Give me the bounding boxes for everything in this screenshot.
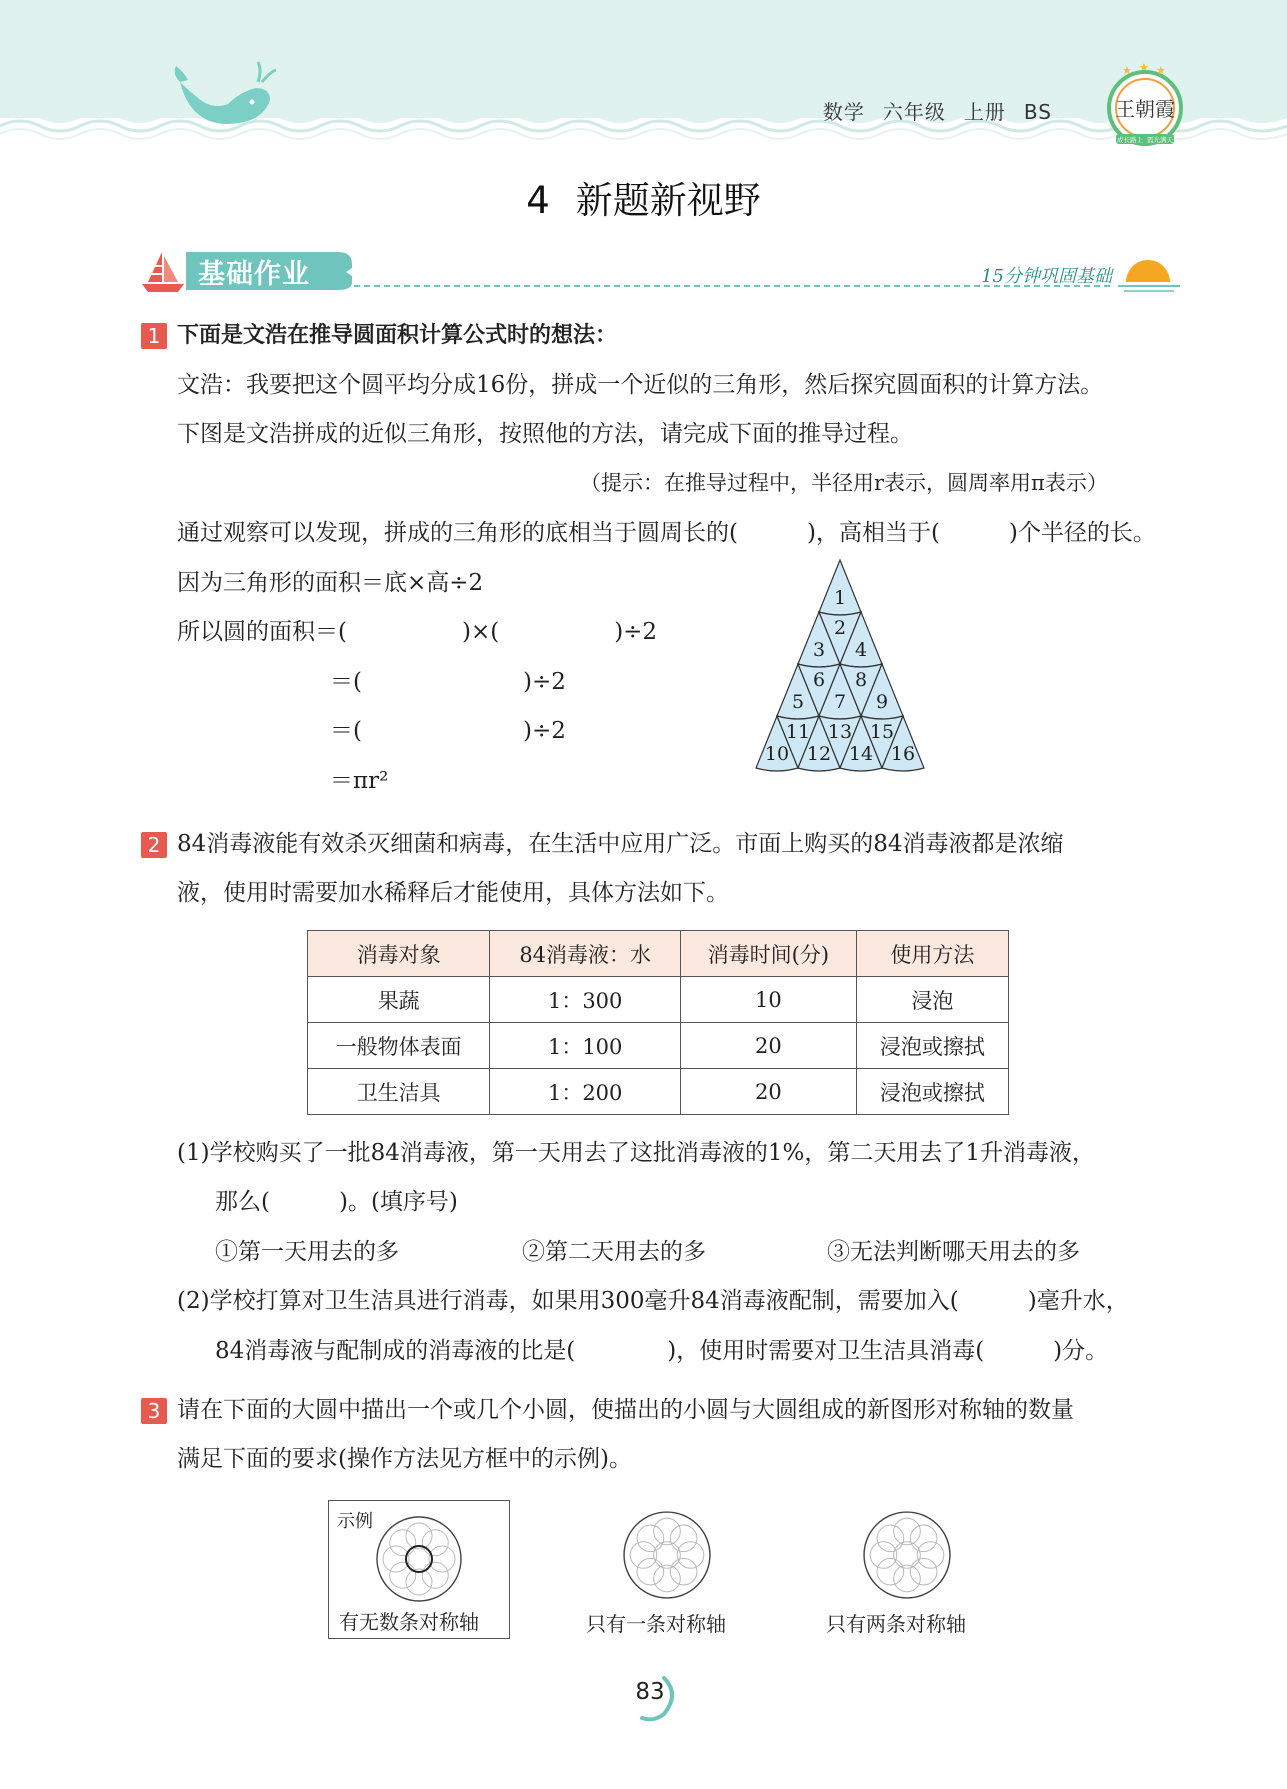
header-subject-info <box>805 96 1052 125</box>
svg-text:★: ★ <box>1139 62 1149 74</box>
triangle-sector-label: 4 <box>854 639 868 661</box>
q1-sector-triangle-figure <box>755 558 925 786</box>
q2-option-1: ①第一天用去的多 <box>215 1239 399 1265</box>
q1-hint: （提示：在推导过程中，半径用r表示，圆周率用π表示） <box>580 471 1108 495</box>
page-number: 83 <box>635 1679 665 1705</box>
header-volume: 上册 <box>963 100 1006 124</box>
table-cell: 20 <box>680 1023 856 1069</box>
triangle-sector-label: 16 <box>890 743 916 765</box>
triangle-sector-label: 15 <box>869 721 895 743</box>
table-row <box>308 1069 1009 1115</box>
q1-step-4: ＝πr² <box>330 768 389 794</box>
large-circle <box>624 1512 710 1598</box>
triangle-sector-label: 12 <box>806 743 832 765</box>
q3-circle-one-axis[interactable] <box>622 1510 712 1600</box>
triangle-sector-label: 9 <box>875 691 889 713</box>
q3-circle-one-axis-figure <box>622 1510 712 1600</box>
q1-prompt: 下面是文浩在推导圆面积计算公式时的想法： <box>177 323 618 348</box>
q1-line-observe: 通过观察可以发现，拼成的三角形的底相当于圆周长的( )，高相当于( )个半径的长。 <box>177 520 1156 546</box>
section-label: 基础作业 <box>198 259 310 290</box>
section-subtitle: 15分钟巩固基础 <box>981 266 1112 287</box>
triangle-sector-label: 7 <box>833 691 847 713</box>
triangle-sector-label: 14 <box>848 743 874 765</box>
triangle-sector-label: 6 <box>812 669 826 691</box>
q1-step-3: ＝( )÷2 <box>330 718 566 744</box>
header-grade: 六年级 <box>882 100 946 124</box>
table-header-cell: 消毒时间(分) <box>680 931 856 977</box>
q1-number-badge: 1 <box>141 323 167 349</box>
table-header-row <box>308 931 1009 977</box>
q2-disinfectant-table <box>307 930 1009 1115</box>
q2-intro-1: 84消毒液能有效杀灭细菌和病毒，在生活中应用广泛。市面上购买的84消毒液都是浓缩 <box>177 831 1064 857</box>
q2-option-2: ②第二天用去的多 <box>522 1239 706 1265</box>
q3-example-caption: 有无数条对称轴 <box>339 1610 479 1634</box>
triangle-sector-label: 13 <box>827 721 853 743</box>
q1-line-triangle-area: 因为三角形的面积＝底×高÷2 <box>177 570 484 596</box>
table-cell: 10 <box>680 977 856 1023</box>
brand-name: 王朝霞 <box>1115 97 1175 121</box>
brand-ring-left: 成长路上 <box>1117 136 1143 144</box>
q3-example-label: 示例 <box>337 1511 373 1532</box>
triangle-sector-label: 10 <box>764 743 790 765</box>
q3-caption-two-axes: 只有两条对称轴 <box>826 1612 966 1636</box>
q2-sub1-line-2: 那么( )。(填序号) <box>215 1189 458 1215</box>
header-wave-band <box>0 0 1287 150</box>
q3-example-box <box>328 1500 510 1639</box>
q1-step-2: ＝( )÷2 <box>330 669 566 695</box>
q2-sub1-line-1: (1)学校购买了一批84消毒液，第一天用去了这批消毒液的1%，第二天用去了1升消毒液， <box>177 1140 1095 1166</box>
q2-sub2-line-1: (2)学校打算对卫生洁具进行消毒，如果用300毫升84消毒液配制，需要加入( )毫升水， <box>177 1288 1129 1314</box>
table-header-cell: 使用方法 <box>856 931 1008 977</box>
q2-option-3: ③无法判断哪天用去的多 <box>827 1239 1080 1265</box>
title-number: 4 <box>526 179 550 222</box>
header-edition: BS <box>1023 100 1052 124</box>
triangle-sector-label: 3 <box>812 639 826 661</box>
large-circle <box>864 1512 950 1598</box>
page-title <box>0 170 1287 224</box>
brand-seal-logo <box>1104 62 1186 148</box>
q1-line-circle-area: 所以圆的面积＝( )×( )÷2 <box>177 619 658 645</box>
table-cell: 20 <box>680 1069 856 1115</box>
table-cell: 1：300 <box>490 977 681 1023</box>
table-header-cell: 消毒对象 <box>308 931 490 977</box>
table-row <box>308 977 1009 1023</box>
table-cell: 果蔬 <box>308 977 490 1023</box>
table-cell: 浸泡 <box>856 977 1008 1023</box>
sunrise-icon <box>1118 260 1180 291</box>
q3-caption-one-axis: 只有一条对称轴 <box>586 1612 726 1636</box>
q3-circle-two-axes-figure <box>862 1510 952 1600</box>
q3-number-badge: 3 <box>141 1398 167 1424</box>
svg-text:★: ★ <box>1122 64 1132 77</box>
q1-line-2: 下图是文浩拼成的近似三角形，按照他的方法，请完成下面的推导过程。 <box>177 421 913 447</box>
table-cell: 浸泡或擦拭 <box>856 1069 1008 1115</box>
q3-line-2: 满足下面的要求(操作方法见方框中的示例)。 <box>177 1446 632 1472</box>
title-text: 新题新视野 <box>575 179 761 222</box>
section-banner <box>140 246 1180 296</box>
sailboat-icon <box>142 252 184 292</box>
q2-intro-2: 液，使用时需要加水稀释后才能使用，具体方法如下。 <box>177 880 729 906</box>
q3-line-1: 请在下面的大圆中描出一个或几个小圆，使描出的小圆与大圆组成的新图形对称轴的数量 <box>177 1397 1074 1423</box>
table-row <box>308 1023 1009 1069</box>
q3-example-circle <box>375 1515 463 1603</box>
table-cell: 1：100 <box>490 1023 681 1069</box>
svg-text:★: ★ <box>1156 64 1166 77</box>
table-cell: 卫生洁具 <box>308 1069 490 1115</box>
triangle-sector-label: 5 <box>791 691 805 713</box>
table-header-cell: 84消毒液：水 <box>490 931 681 977</box>
triangle-sector-label: 8 <box>854 669 868 691</box>
brand-ring-right: 霞光满天 <box>1147 136 1173 144</box>
q1-line-1: 文浩：我要把这个圆平均分成16份，拼成一个近似的三角形，然后探究圆面积的计算方法。 <box>177 372 1104 398</box>
q3-circle-two-axes[interactable] <box>862 1510 952 1600</box>
table-cell: 浸泡或擦拭 <box>856 1023 1008 1069</box>
q2-sub2-line-2: 84消毒液与配制成的消毒液的比是( )，使用时需要对卫生洁具消毒( )分。 <box>215 1338 1109 1364</box>
q2-number-badge: 2 <box>141 832 167 858</box>
table-cell: 1：200 <box>490 1069 681 1115</box>
large-circle <box>377 1517 461 1601</box>
triangle-sector-label: 11 <box>785 721 811 743</box>
header-subject: 数学 <box>822 100 865 124</box>
triangle-sector-label: 1 <box>833 587 847 609</box>
table-cell: 一般物体表面 <box>308 1023 490 1069</box>
triangle-sector-label: 2 <box>833 617 847 639</box>
